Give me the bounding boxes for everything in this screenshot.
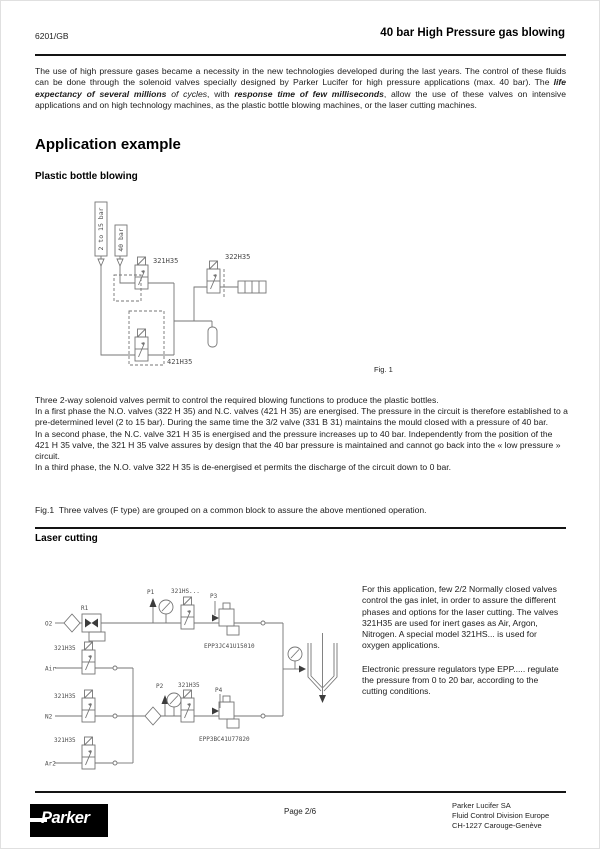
valve-421-dashed-box bbox=[129, 311, 164, 365]
header-divider bbox=[35, 54, 566, 56]
p3-label: P3 bbox=[210, 593, 218, 600]
valve-air-label: 321H35 bbox=[54, 645, 76, 652]
valve-n2-label: 321H35 bbox=[54, 693, 76, 700]
filter-icon bbox=[145, 707, 161, 725]
regulator-r1-icon bbox=[82, 614, 105, 641]
r1-label: R1 bbox=[81, 605, 89, 612]
pipe-line bbox=[148, 283, 174, 355]
muffler-icon bbox=[238, 281, 266, 293]
ar2-label: Ar2 bbox=[45, 760, 56, 768]
p2-label: P2 bbox=[156, 683, 164, 690]
page-title: 40 bar High Pressure gas blowing bbox=[380, 27, 565, 39]
fig1-diagram bbox=[58, 197, 403, 389]
laser-diagram bbox=[45, 571, 365, 786]
epp-oxygen-label: EPP3JC41U15010 bbox=[204, 643, 255, 650]
parker-logo bbox=[30, 804, 108, 837]
intro-text-4: , with bbox=[207, 88, 235, 99]
company-address bbox=[452, 801, 549, 830]
valve-322h35-icon bbox=[207, 261, 220, 293]
valve-321h35-icon bbox=[135, 257, 148, 289]
valve-mid-icon bbox=[181, 690, 194, 722]
subsection-title-plastic-bottle-blowing: Plastic bottle blowing bbox=[35, 171, 138, 182]
valve-321hs-label: 321HS... bbox=[171, 588, 200, 595]
arrow-down-icon bbox=[98, 259, 104, 266]
o2-label: O2 bbox=[45, 620, 53, 628]
plastic-bottle-description bbox=[35, 395, 568, 473]
valve-ar-icon bbox=[82, 737, 95, 769]
cylinder-icon bbox=[208, 327, 217, 347]
valve-321hs-icon bbox=[181, 597, 194, 629]
paragraph: In a third phase, the N.O. valve 322 H 35 is de-energised et permits the discharge of the circuit down to 0 bar. bbox=[35, 462, 452, 473]
logo-text: Parker bbox=[41, 809, 90, 827]
subsection-title-laser-cutting: Laser cutting bbox=[35, 533, 98, 544]
fig1-caption: Fig. 1 bbox=[374, 365, 393, 374]
p4-label: P4 bbox=[215, 687, 223, 694]
paragraph: In a second phase, the N.C. valve 321 H 35 is energised and the pressure increases up to 40 bar. Independently from the position of the 421 H 35 valve, the 321 H 35 valve assures by design that the 40 bar pressure is maintained and cannot go back into the « low pressure » circuit. bbox=[35, 428, 561, 462]
pipe-line bbox=[101, 266, 135, 355]
p1-label: P1 bbox=[147, 589, 155, 596]
doc-reference: 6201/GB bbox=[35, 31, 69, 41]
gauge-p1-icon bbox=[150, 598, 174, 623]
valve-421h35-label: 421H35 bbox=[167, 358, 193, 366]
valve-air-icon bbox=[82, 642, 95, 674]
section-divider bbox=[35, 527, 566, 529]
intro-text-6: , allow the use of these valves on intensive applications and on high technology machines, as the plastic bottle blowing machines, or the laser cutting machines. bbox=[35, 88, 566, 111]
intro-text-3: of cycles bbox=[166, 88, 208, 99]
intro-text-5: response time of few milliseconds bbox=[234, 88, 384, 99]
company-line: Fluid Control Division Europe bbox=[452, 810, 550, 820]
intro-paragraph bbox=[35, 66, 566, 112]
section-title-application-example: Application example bbox=[35, 136, 181, 153]
valve-322h35-label: 322H35 bbox=[225, 253, 251, 261]
valve-ar-label: 321H35 bbox=[54, 737, 76, 744]
intro-text-2: life expectancy of several millions bbox=[35, 77, 566, 99]
valve-n2-icon bbox=[82, 690, 95, 722]
paragraph: For this application, few 2/2 Normally closed valves control the gas inlet, in order to assure the different phases and options for the laser cutting. The valves 321H35 are used for inert gases as Air, Argon, Nitrogen. A special model 321HS... is used for oxygen applications. bbox=[362, 584, 559, 651]
pipe-line bbox=[174, 287, 212, 321]
paragraph: Three 2-way solenoid valves permit to control the required blowing functions to produce the plastic bottles. bbox=[35, 395, 439, 405]
valve-mid-label: 321H35 bbox=[178, 682, 200, 689]
air-label: Air bbox=[45, 665, 56, 673]
pressure-high-label: 40 bar bbox=[117, 228, 125, 252]
laser-description bbox=[362, 584, 559, 698]
laser-nozzle-icon bbox=[308, 633, 337, 703]
paragraph: Electronic pressure regulators type EPP..... regulate the pressure from 0 to 20 bar, according to the cutting conditions. bbox=[362, 663, 559, 697]
epp-inert-label: EPP3BC41U77820 bbox=[199, 736, 250, 743]
valve-321h35-label: 321H35 bbox=[153, 257, 179, 265]
intro-text-1: The use of high pressure gases became a necessity in the new technologies developed during the last years. The control of these fluids can be done through the solenoid valves specially designed by Parker Lucifer for high pressure applications (max. 40 bar). The bbox=[35, 66, 566, 88]
footer-divider bbox=[35, 791, 566, 793]
arrow-right-icon bbox=[299, 666, 306, 673]
page-number: Page 2/6 bbox=[283, 807, 317, 816]
pressure-low-label: 2 to 15 bar bbox=[97, 207, 105, 251]
pipe-line bbox=[120, 266, 135, 283]
company-line: CH-1227 Carouge-Genève bbox=[452, 820, 542, 830]
gauge-icon bbox=[288, 647, 302, 669]
valve-421h35-icon bbox=[135, 329, 148, 361]
company-line: Parker Lucifer SA bbox=[452, 801, 511, 810]
paragraph: In a first phase the N.O. valves (322 H 35) and N.C. valves (421 H 35) are energised. The pressure in the circuit is therefore established to a pre-determined level (2 to 15 bar). During the same time the 3/2 valve (331 B 31) maintains the mould closed with a pressure of 40 bar. bbox=[35, 406, 568, 428]
epp-regulator-p4-icon bbox=[212, 694, 239, 728]
gauge-p2-icon bbox=[162, 693, 182, 716]
epp-regulator-p3-icon bbox=[212, 601, 239, 635]
filter-icon bbox=[64, 614, 80, 632]
figure-note: Fig.1 Three valves (F type) are grouped on a common block to assure the above mentioned operation. bbox=[35, 505, 427, 515]
n2-label: N2 bbox=[45, 713, 53, 721]
arrow-down-icon bbox=[117, 259, 123, 266]
pilot-dashed-box bbox=[114, 275, 141, 301]
